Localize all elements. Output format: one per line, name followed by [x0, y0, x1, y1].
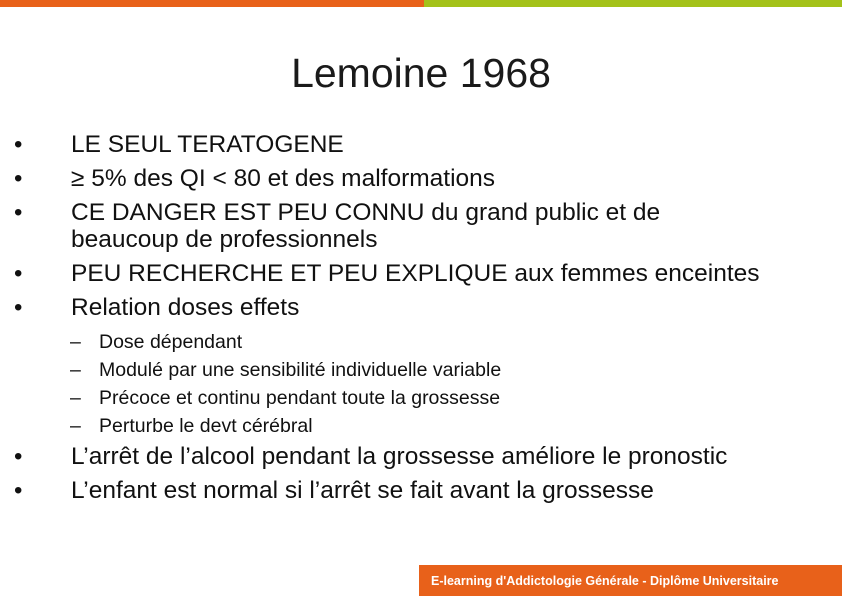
- bullet-text: ≥ 5% des QI < 80 et des malformations: [71, 165, 496, 192]
- top-accent-green: [424, 0, 842, 7]
- bullet-item: [0, 260, 842, 287]
- bullet-text: PEU RECHERCHE ET PEU EXPLIQUE aux femmes enceintes: [71, 260, 760, 287]
- bullet-dot: •: [14, 443, 23, 470]
- dash-glyph: –: [70, 387, 81, 409]
- dash-glyph: –: [70, 359, 81, 381]
- top-accent-bar: [0, 0, 842, 7]
- bullet-text: CE DANGER EST PEU CONNU du grand public et de beaucoup de professionnels: [71, 199, 661, 253]
- bullet-item: [0, 131, 842, 158]
- sub-bullet-item: [0, 412, 842, 440]
- dash-glyph: –: [70, 415, 81, 437]
- bullet-item: [0, 443, 842, 470]
- dash-glyph: –: [70, 331, 81, 353]
- bullet-dot: •: [14, 477, 23, 504]
- footer-banner: [419, 565, 842, 596]
- sub-bullet-list: [0, 328, 842, 440]
- bullet-list: [0, 131, 842, 508]
- sub-bullet-item: [0, 356, 842, 384]
- bullet-text: LE SEUL TERATOGENE: [71, 131, 344, 158]
- bullet-dot: •: [14, 131, 23, 158]
- top-accent-orange: [0, 0, 424, 7]
- bullet-item: [0, 477, 842, 504]
- bullet-text: L’arrêt de l’alcool pendant la grossesse améliore le pronostic: [71, 443, 728, 470]
- slide-title: Lemoine 1968: [291, 50, 551, 96]
- bullet-item: [0, 199, 771, 253]
- sub-bullet-text: Modulé par une sensibilité individuelle variable: [99, 359, 502, 381]
- bullet-dot: •: [14, 294, 23, 321]
- sub-bullet-text: Précoce et continu pendant toute la grossesse: [99, 387, 501, 409]
- bullet-dot: •: [14, 165, 23, 192]
- footer-text: E-learning d'Addictologie Générale - Diplôme Universitaire: [431, 573, 779, 588]
- bullet-item: [0, 165, 842, 192]
- bullet-text: L’enfant est normal si l’arrêt se fait avant la grossesse: [71, 477, 654, 504]
- bullet-item: [0, 294, 842, 321]
- bullet-dot: •: [14, 199, 23, 226]
- sub-bullet-text: Perturbe le devt cérébral: [99, 415, 313, 437]
- sub-bullet-item: [0, 384, 842, 412]
- sub-bullet-item: [0, 328, 842, 356]
- bullet-text: Relation doses effets: [71, 294, 300, 321]
- sub-bullet-text: Dose dépendant: [99, 331, 243, 353]
- bullet-dot: •: [14, 260, 23, 287]
- sub-bullet-group: [0, 328, 842, 440]
